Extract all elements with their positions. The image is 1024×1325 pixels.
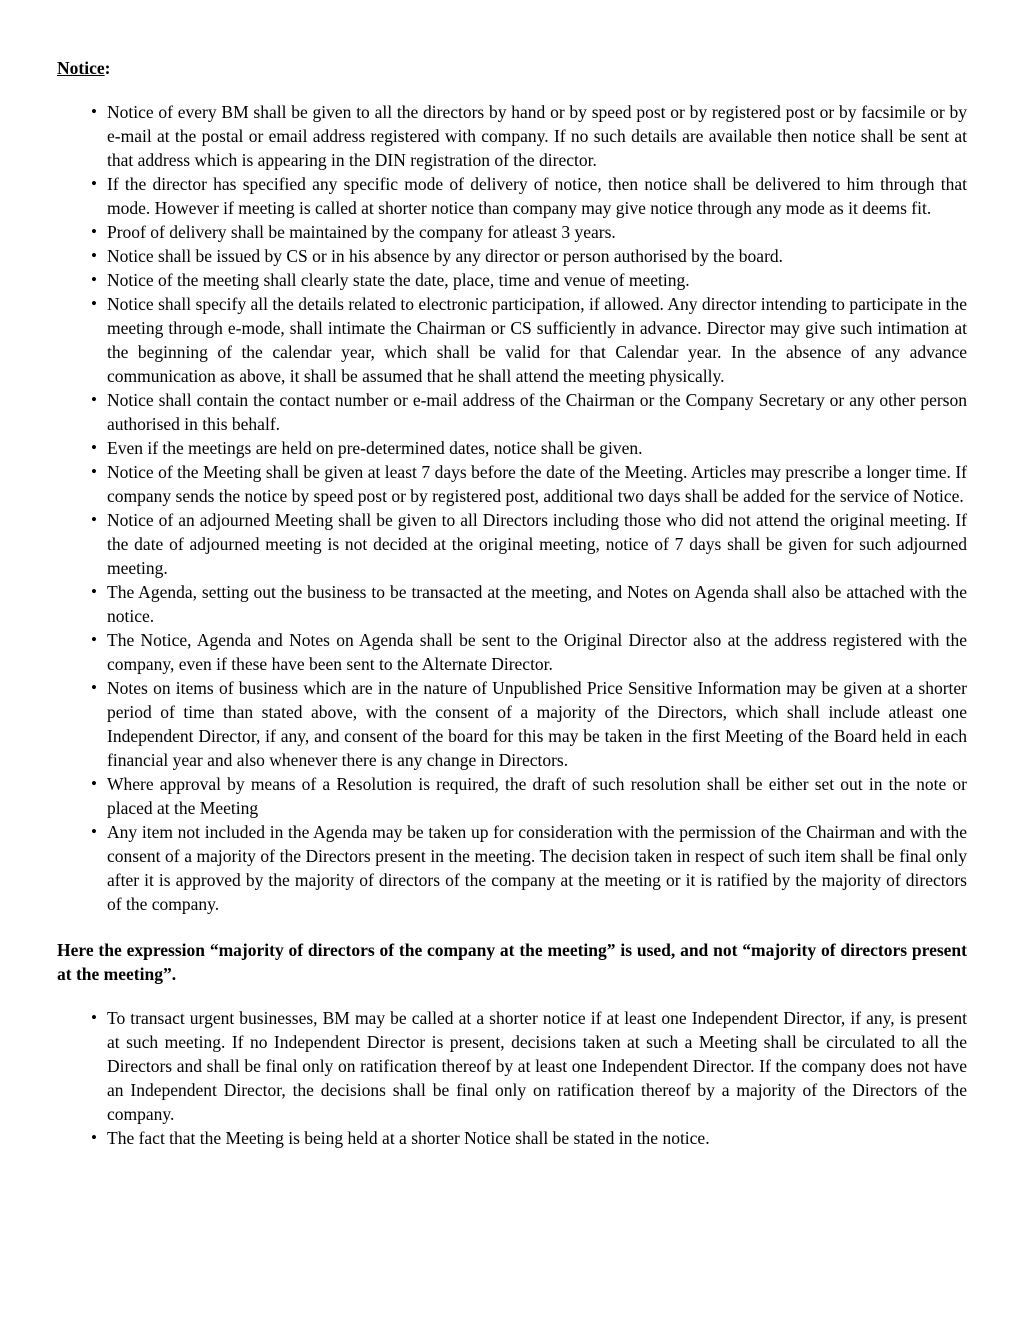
list-item <box>57 772 967 820</box>
bullet-icon: • <box>91 462 97 481</box>
list-item-text: Notice of the meeting shall clearly state the date, place, time and venue of meeting. <box>107 270 690 290</box>
list-item <box>57 508 967 580</box>
bullet-icon: • <box>91 510 97 529</box>
list-item <box>57 676 967 772</box>
list-item-text: To transact urgent businesses, BM may be called at a shorter notice if at least one Independent Director, if any, is present at such meeting. If no Independent Director is present, decisions taken at such a Meeting shall be circulated to all the Directors and shall be final only on ratification thereof by at least one Independent Director. If the company does not have an Independent Director, the decisions shall be final only on ratification thereof by a majority of the Directors of the company. <box>107 1008 967 1124</box>
list-item <box>57 244 967 268</box>
list-item <box>57 100 967 172</box>
heading-colon: : <box>104 58 111 78</box>
list-item-text: The fact that the Meeting is being held at a shorter Notice shall be stated in the notice. <box>107 1128 710 1148</box>
bullet-icon: • <box>91 222 97 241</box>
list-item <box>57 820 967 916</box>
bullet-icon: • <box>91 582 97 601</box>
document-page <box>57 56 967 1150</box>
bullet-icon: • <box>91 678 97 697</box>
bullet-icon: • <box>91 1008 97 1027</box>
list-item-text: Any item not included in the Agenda may be taken up for consideration with the permission of the Chairman and with the consent of a majority of the Directors present in the meeting. The decision taken in respect of such item shall be final only after it is approved by the majority of directors of the company at the meeting or it is ratified by the majority of directors of the company. <box>107 822 967 914</box>
list-item-text: If the director has specified any specific mode of delivery of notice, then notice shall be delivered to him through that mode. However if meeting is called at shorter notice than company may give notice through any mode as it deems fit. <box>107 174 967 218</box>
list-item <box>57 1006 967 1126</box>
list-item <box>57 292 967 388</box>
section-heading <box>57 56 967 80</box>
bullet-icon: • <box>91 246 97 265</box>
bullet-icon: • <box>91 438 97 457</box>
list-item <box>57 436 967 460</box>
bullet-icon: • <box>91 270 97 289</box>
bullet-icon: • <box>91 630 97 649</box>
list-item-text: Notice of every BM shall be given to all the directors by hand or by speed post or by registered post or by facsimile or by e-mail at the postal or email address registered with company. If no such details are available then notice shall be sent at that address which is appearing in the DIN registration of the director. <box>107 102 967 170</box>
list-item <box>57 1126 967 1150</box>
bullet-icon: • <box>91 102 97 121</box>
emphasis-paragraph: Here the expression “majority of directors of the company at the meeting” is used, and not “majority of directors present at the meeting”. <box>57 940 967 984</box>
bullet-icon: • <box>91 294 97 313</box>
bullet-icon: • <box>91 1128 97 1147</box>
list-item <box>57 388 967 436</box>
list-item-text: Notice shall be issued by CS or in his absence by any director or person authorised by the board. <box>107 246 784 266</box>
list-item <box>57 460 967 508</box>
shorter-notice-rules-list <box>57 1006 967 1150</box>
notice-rules-list <box>57 100 967 916</box>
list-item-text: Even if the meetings are held on pre-determined dates, notice shall be given. <box>107 438 643 458</box>
list-item-text: The Notice, Agenda and Notes on Agenda shall be sent to the Original Director also at the address registered with the company, even if these have been sent to the Alternate Director. <box>107 630 967 674</box>
list-item <box>57 628 967 676</box>
bullet-icon: • <box>91 390 97 409</box>
list-item-text: Notice shall specify all the details related to electronic participation, if allowed. Any director intending to participate in the meeting through e-mode, shall intimate the Chairman or CS sufficiently in advance. Director may give such intimation at the beginning of the calendar year, which shall be valid for that Calendar year. In the absence of any advance communication as above, it shall be assumed that he shall attend the meeting physically. <box>107 294 967 386</box>
bullet-icon: • <box>91 174 97 193</box>
bullet-icon: • <box>91 822 97 841</box>
list-item-text: Notice shall contain the contact number or e-mail address of the Chairman or the Company Secretary or any other person authorised in this behalf. <box>107 390 967 434</box>
list-item <box>57 172 967 220</box>
list-item <box>57 580 967 628</box>
list-item-text: Proof of delivery shall be maintained by the company for atleast 3 years. <box>107 222 616 242</box>
list-item-text: Notice of an adjourned Meeting shall be given to all Directors including those who did not attend the original meeting. If the date of adjourned meeting is not decided at the original meeting, notice of 7 days shall be given for such adjourned meeting. <box>107 510 967 578</box>
list-item-text: The Agenda, setting out the business to be transacted at the meeting, and Notes on Agenda shall also be attached with the notice. <box>107 582 967 626</box>
list-item <box>57 268 967 292</box>
list-item-text: Notice of the Meeting shall be given at least 7 days before the date of the Meeting. Articles may prescribe a longer time. If company sends the notice by speed post or by registered post, additional two days shall be added for the service of Notice. <box>107 462 967 506</box>
list-item-text: Where approval by means of a Resolution is required, the draft of such resolution shall be either set out in the note or placed at the Meeting <box>107 774 967 818</box>
bullet-icon: • <box>91 774 97 793</box>
heading-label: Notice <box>57 58 105 78</box>
list-item <box>57 220 967 244</box>
list-item-text: Notes on items of business which are in the nature of Unpublished Price Sensitive Information may be given at a shorter period of time than stated above, with the consent of a majority of the Directors, which shall include atleast one Independent Director, if any, and consent of the board for this may be taken in the first Meeting of the Board held in each financial year and also whenever there is any change in Directors. <box>107 678 967 770</box>
